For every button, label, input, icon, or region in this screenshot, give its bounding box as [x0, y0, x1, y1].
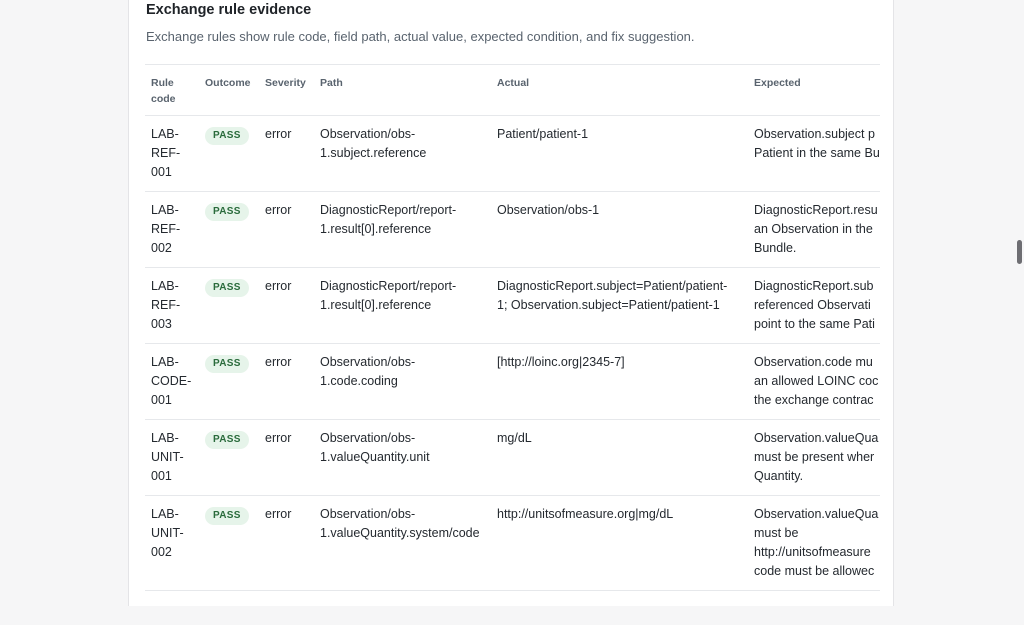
- rule-table-container[interactable]: [145, 64, 880, 625]
- pass-badge: PASS: [205, 355, 249, 373]
- outcome-cell: [199, 496, 259, 591]
- table-row: [145, 420, 880, 496]
- rule-table: [145, 65, 880, 591]
- severity-cell: error: [259, 496, 314, 591]
- actual-cell: Patient/patient-1: [491, 116, 748, 192]
- pass-badge: PASS: [205, 203, 249, 221]
- outcome-cell: [199, 344, 259, 420]
- page-scrollbar-thumb[interactable]: [1017, 240, 1022, 264]
- rule-code-cell: LAB- UNIT- 001: [145, 420, 199, 496]
- actual-cell: DiagnosticReport.subject=Patient/patient- 1; Observation.subject=Patient/patient-1: [491, 268, 748, 344]
- section-title: Exchange rule evidence: [146, 2, 312, 18]
- outcome-cell: [199, 268, 259, 344]
- header-actual[interactable]: Actual: [491, 65, 748, 116]
- rule-code-cell: LAB- UNIT- 002: [145, 496, 199, 591]
- severity-cell: error: [259, 420, 314, 496]
- table-row: [145, 268, 880, 344]
- rule-code-cell: LAB- REF- 001: [145, 116, 199, 192]
- header-expected[interactable]: Expected: [748, 65, 880, 116]
- outcome-cell: [199, 116, 259, 192]
- rule-code-cell: LAB- REF- 003: [145, 268, 199, 344]
- path-cell: Observation/obs- 1.subject.reference: [314, 116, 491, 192]
- table-row: [145, 116, 880, 192]
- header-rule-code[interactable]: Rule code: [145, 65, 199, 116]
- pass-badge: PASS: [205, 127, 249, 145]
- path-cell: Observation/obs- 1.code.coding: [314, 344, 491, 420]
- expected-cell: Observation.valueQua must be http://unitsofmeasure code must be allowec: [748, 496, 880, 591]
- path-cell: Observation/obs- 1.valueQuantity.system/code: [314, 496, 491, 591]
- table-header-row: [145, 65, 880, 116]
- path-cell: Observation/obs- 1.valueQuantity.unit: [314, 420, 491, 496]
- severity-cell: error: [259, 268, 314, 344]
- pass-badge: PASS: [205, 431, 249, 449]
- rule-code-cell: LAB- REF- 002: [145, 192, 199, 268]
- section-description: Exchange rules show rule code, field path, actual value, expected condition, and fix suggestion.: [146, 29, 695, 44]
- actual-cell: [http://loinc.org|2345-7]: [491, 344, 748, 420]
- outcome-cell: [199, 192, 259, 268]
- severity-cell: error: [259, 192, 314, 268]
- header-path[interactable]: Path: [314, 65, 491, 116]
- pass-badge: PASS: [205, 507, 249, 525]
- expected-cell: Observation.code mu an allowed LOINC coc the exchange contrac: [748, 344, 880, 420]
- table-row: [145, 344, 880, 420]
- header-outcome[interactable]: Outcome: [199, 65, 259, 116]
- header-severity[interactable]: Severity: [259, 65, 314, 116]
- pass-badge: PASS: [205, 279, 249, 297]
- severity-cell: error: [259, 344, 314, 420]
- severity-cell: error: [259, 116, 314, 192]
- expected-cell: DiagnosticReport.sub referenced Observati point to the same Pati: [748, 268, 880, 344]
- expected-cell: Observation.valueQua must be present wher Quantity.: [748, 420, 880, 496]
- actual-cell: mg/dL: [491, 420, 748, 496]
- table-row: [145, 192, 880, 268]
- expected-cell: DiagnosticReport.resu an Observation in the Bundle.: [748, 192, 880, 268]
- path-cell: DiagnosticReport/report- 1.result[0].reference: [314, 268, 491, 344]
- rule-code-cell: LAB- CODE- 001: [145, 344, 199, 420]
- evidence-card: [128, 0, 894, 606]
- table-row: [145, 496, 880, 591]
- expected-cell: Observation.subject p Patient in the same Bu: [748, 116, 880, 192]
- outcome-cell: [199, 420, 259, 496]
- path-cell: DiagnosticReport/report- 1.result[0].reference: [314, 192, 491, 268]
- actual-cell: http://unitsofmeasure.org|mg/dL: [491, 496, 748, 591]
- actual-cell: Observation/obs-1: [491, 192, 748, 268]
